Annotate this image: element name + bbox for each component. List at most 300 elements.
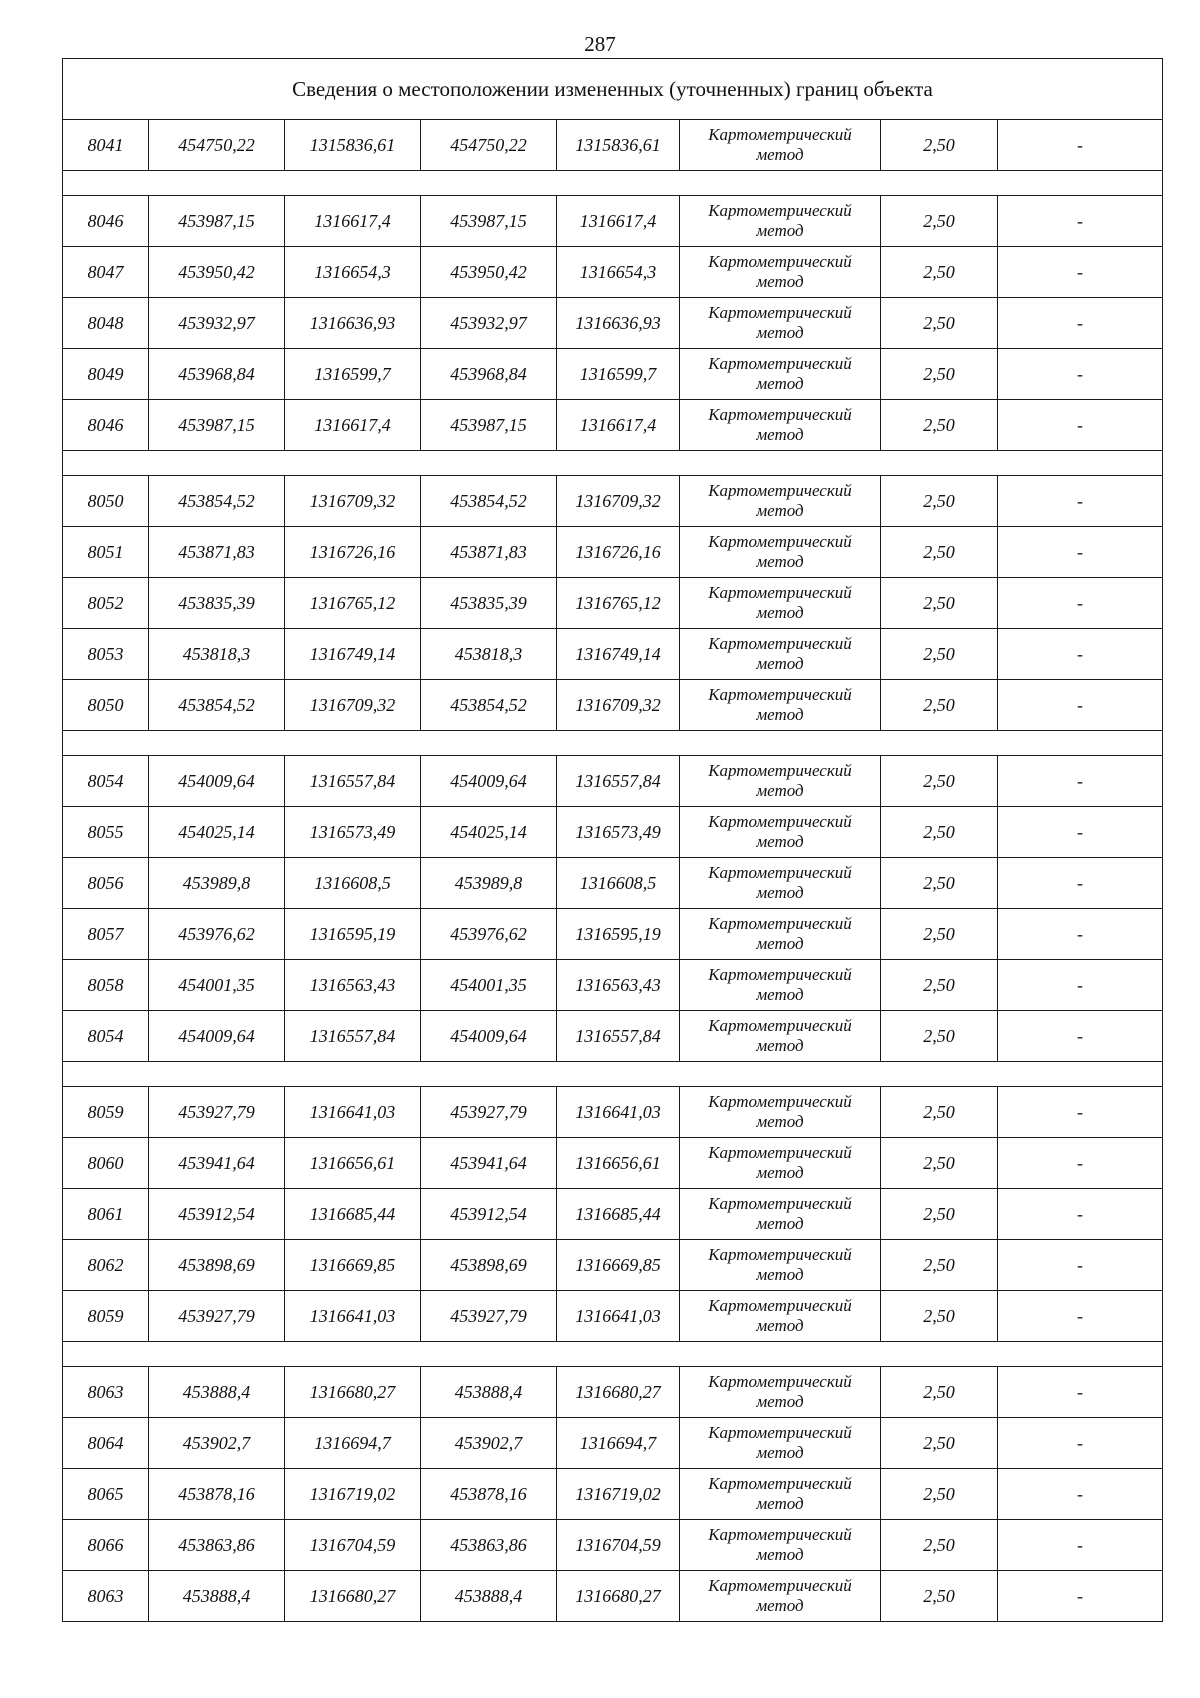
point-number-cell: 8063 [63,1367,149,1418]
point-number-cell: 8065 [63,1469,149,1520]
method-label: Картометрический [708,405,852,424]
y-new-cell: 1316641,03 [557,1291,680,1342]
method-label: метод [756,1443,804,1462]
x-existing-cell: 453898,69 [149,1240,285,1291]
x-existing-cell: 454009,64 [149,756,285,807]
method-label: метод [756,323,804,342]
y-existing-cell: 1316617,4 [285,400,421,451]
table-title: Сведения о местоположении измененных (уточненных) границ объекта [63,59,1163,120]
point-number-cell: 8046 [63,196,149,247]
description-cell: - [998,400,1163,451]
method-label: Картометрический [708,914,852,933]
y-new-cell: 1316749,14 [557,629,680,680]
method-label: Картометрический [708,812,852,831]
table-row [63,1571,1163,1622]
y-new-cell: 1316726,16 [557,527,680,578]
method-cell [680,476,881,527]
y-existing-cell: 1316654,3 [285,247,421,298]
y-existing-cell: 1316608,5 [285,858,421,909]
y-existing-cell: 1316709,32 [285,476,421,527]
x-new-cell: 453950,42 [421,247,557,298]
method-cell [680,1240,881,1291]
x-new-cell: 453888,4 [421,1367,557,1418]
method-label: метод [756,654,804,673]
point-number-cell: 8055 [63,807,149,858]
y-new-cell: 1316636,93 [557,298,680,349]
description-cell: - [998,1418,1163,1469]
method-cell [680,400,881,451]
method-cell [680,1291,881,1342]
description-cell: - [998,807,1163,858]
method-cell [680,909,881,960]
accuracy-cell: 2,50 [881,1138,998,1189]
method-label: Картометрический [708,863,852,882]
x-existing-cell: 453950,42 [149,247,285,298]
y-existing-cell: 1316685,44 [285,1189,421,1240]
y-new-cell: 1316617,4 [557,400,680,451]
method-cell [680,1367,881,1418]
method-label: метод [756,1214,804,1233]
y-existing-cell: 1316704,59 [285,1520,421,1571]
method-label: метод [756,552,804,571]
accuracy-cell: 2,50 [881,120,998,171]
table-row [63,858,1163,909]
y-new-cell: 1316608,5 [557,858,680,909]
y-existing-cell: 1316641,03 [285,1291,421,1342]
y-existing-cell: 1316641,03 [285,1087,421,1138]
method-cell [680,349,881,400]
y-new-cell: 1316573,49 [557,807,680,858]
table-row [63,909,1163,960]
table-row [63,1087,1163,1138]
x-new-cell: 454001,35 [421,960,557,1011]
method-cell [680,629,881,680]
accuracy-cell: 2,50 [881,349,998,400]
contour-separator [63,451,1163,476]
table-row [63,1011,1163,1062]
point-number-cell: 8064 [63,1418,149,1469]
point-number-cell: 8050 [63,680,149,731]
y-new-cell: 1316557,84 [557,1011,680,1062]
x-new-cell: 453989,8 [421,858,557,909]
method-label: метод [756,145,804,164]
x-new-cell: 453878,16 [421,1469,557,1520]
method-label: Картометрический [708,1143,852,1162]
method-cell [680,247,881,298]
method-cell [680,807,881,858]
table-title-row [63,59,1163,120]
description-cell: - [998,578,1163,629]
y-existing-cell: 1316636,93 [285,298,421,349]
description-cell: - [998,247,1163,298]
x-new-cell: 453932,97 [421,298,557,349]
x-new-cell: 453854,52 [421,680,557,731]
table-row [63,680,1163,731]
x-new-cell: 453902,7 [421,1418,557,1469]
x-new-cell: 453987,15 [421,196,557,247]
table-row [63,476,1163,527]
accuracy-cell: 2,50 [881,298,998,349]
accuracy-cell: 2,50 [881,680,998,731]
y-existing-cell: 1316617,4 [285,196,421,247]
method-cell [680,858,881,909]
y-existing-cell: 1315836,61 [285,120,421,171]
method-label: метод [756,781,804,800]
y-new-cell: 1316709,32 [557,680,680,731]
method-label: метод [756,985,804,1004]
y-new-cell: 1316719,02 [557,1469,680,1520]
point-number-cell: 8052 [63,578,149,629]
contour-separator-row [63,1062,1163,1087]
x-existing-cell: 453987,15 [149,400,285,451]
x-new-cell: 454750,22 [421,120,557,171]
method-cell [680,1138,881,1189]
accuracy-cell: 2,50 [881,1189,998,1240]
x-existing-cell: 453932,97 [149,298,285,349]
accuracy-cell: 2,50 [881,1291,998,1342]
x-existing-cell: 454001,35 [149,960,285,1011]
y-existing-cell: 1316573,49 [285,807,421,858]
x-existing-cell: 453902,7 [149,1418,285,1469]
method-label: Картометрический [708,1194,852,1213]
y-new-cell: 1315836,61 [557,120,680,171]
accuracy-cell: 2,50 [881,629,998,680]
method-cell [680,298,881,349]
contour-separator-row [63,1342,1163,1367]
method-label: Картометрический [708,1245,852,1264]
x-existing-cell: 453835,39 [149,578,285,629]
point-number-cell: 8066 [63,1520,149,1571]
table-row [63,247,1163,298]
y-existing-cell: 1316719,02 [285,1469,421,1520]
x-new-cell: 453854,52 [421,476,557,527]
method-cell [680,680,881,731]
description-cell: - [998,527,1163,578]
x-existing-cell: 453941,64 [149,1138,285,1189]
contour-separator [63,171,1163,196]
point-number-cell: 8054 [63,756,149,807]
method-label: метод [756,1596,804,1615]
y-new-cell: 1316656,61 [557,1138,680,1189]
table-row [63,1189,1163,1240]
x-existing-cell: 454009,64 [149,1011,285,1062]
x-existing-cell: 453863,86 [149,1520,285,1571]
table-row [63,578,1163,629]
x-new-cell: 453987,15 [421,400,557,451]
method-label: метод [756,1316,804,1335]
method-label: метод [756,603,804,622]
y-existing-cell: 1316669,85 [285,1240,421,1291]
table-row [63,349,1163,400]
accuracy-cell: 2,50 [881,960,998,1011]
method-label: метод [756,374,804,393]
point-number-cell: 8063 [63,1571,149,1622]
method-label: Картометрический [708,252,852,271]
point-number-cell: 8062 [63,1240,149,1291]
x-existing-cell: 454025,14 [149,807,285,858]
y-existing-cell: 1316680,27 [285,1571,421,1622]
method-label: метод [756,501,804,520]
accuracy-cell: 2,50 [881,247,998,298]
accuracy-cell: 2,50 [881,527,998,578]
method-cell [680,1520,881,1571]
y-new-cell: 1316654,3 [557,247,680,298]
table-row [63,400,1163,451]
x-existing-cell: 453871,83 [149,527,285,578]
y-new-cell: 1316680,27 [557,1571,680,1622]
description-cell: - [998,960,1163,1011]
x-new-cell: 453941,64 [421,1138,557,1189]
x-new-cell: 453863,86 [421,1520,557,1571]
point-number-cell: 8057 [63,909,149,960]
contour-separator-row [63,171,1163,196]
x-new-cell: 454025,14 [421,807,557,858]
x-new-cell: 453976,62 [421,909,557,960]
method-label: Картометрический [708,1525,852,1544]
accuracy-cell: 2,50 [881,807,998,858]
point-number-cell: 8041 [63,120,149,171]
method-label: Картометрический [708,481,852,500]
description-cell: - [998,629,1163,680]
x-existing-cell: 453976,62 [149,909,285,960]
method-label: Картометрический [708,1423,852,1442]
accuracy-cell: 2,50 [881,1367,998,1418]
method-label: метод [756,934,804,953]
table-row [63,196,1163,247]
x-existing-cell: 453927,79 [149,1087,285,1138]
table-row [63,1418,1163,1469]
method-label: метод [756,1265,804,1284]
table-row [63,120,1163,171]
method-label: Картометрический [708,354,852,373]
accuracy-cell: 2,50 [881,1469,998,1520]
accuracy-cell: 2,50 [881,1240,998,1291]
description-cell: - [998,196,1163,247]
y-new-cell: 1316641,03 [557,1087,680,1138]
y-existing-cell: 1316557,84 [285,756,421,807]
point-number-cell: 8047 [63,247,149,298]
table-row [63,629,1163,680]
point-number-cell: 8049 [63,349,149,400]
method-label: метод [756,1392,804,1411]
method-label: метод [756,425,804,444]
accuracy-cell: 2,50 [881,476,998,527]
method-label: метод [756,1545,804,1564]
y-existing-cell: 1316694,7 [285,1418,421,1469]
point-number-cell: 8046 [63,400,149,451]
method-cell [680,120,881,171]
y-new-cell: 1316563,43 [557,960,680,1011]
method-label: Картометрический [708,965,852,984]
accuracy-cell: 2,50 [881,858,998,909]
x-existing-cell: 453927,79 [149,1291,285,1342]
method-label: метод [756,705,804,724]
table-row [63,298,1163,349]
x-existing-cell: 453888,4 [149,1367,285,1418]
method-label: Картометрический [708,201,852,220]
description-cell: - [998,1520,1163,1571]
y-new-cell: 1316669,85 [557,1240,680,1291]
y-new-cell: 1316595,19 [557,909,680,960]
table-row [63,756,1163,807]
description-cell: - [998,1138,1163,1189]
table-row [63,527,1163,578]
x-new-cell: 453888,4 [421,1571,557,1622]
method-cell [680,1571,881,1622]
y-new-cell: 1316617,4 [557,196,680,247]
table-row [63,1469,1163,1520]
point-number-cell: 8051 [63,527,149,578]
y-existing-cell: 1316557,84 [285,1011,421,1062]
accuracy-cell: 2,50 [881,400,998,451]
description-cell: - [998,1189,1163,1240]
table-row [63,1520,1163,1571]
y-existing-cell: 1316656,61 [285,1138,421,1189]
description-cell: - [998,909,1163,960]
y-new-cell: 1316599,7 [557,349,680,400]
x-new-cell: 453968,84 [421,349,557,400]
y-new-cell: 1316704,59 [557,1520,680,1571]
point-number-cell: 8053 [63,629,149,680]
method-label: Картометрический [708,761,852,780]
description-cell: - [998,756,1163,807]
x-new-cell: 453927,79 [421,1087,557,1138]
contour-separator [63,1342,1163,1367]
accuracy-cell: 2,50 [881,909,998,960]
x-existing-cell: 453818,3 [149,629,285,680]
method-cell [680,960,881,1011]
method-label: Картометрический [708,685,852,704]
contour-separator [63,1062,1163,1087]
x-new-cell: 454009,64 [421,756,557,807]
x-new-cell: 453835,39 [421,578,557,629]
point-number-cell: 8054 [63,1011,149,1062]
y-new-cell: 1316557,84 [557,756,680,807]
description-cell: - [998,1240,1163,1291]
method-cell [680,1087,881,1138]
point-number-cell: 8059 [63,1087,149,1138]
x-new-cell: 453871,83 [421,527,557,578]
contour-separator [63,731,1163,756]
description-cell: - [998,1367,1163,1418]
y-new-cell: 1316709,32 [557,476,680,527]
accuracy-cell: 2,50 [881,1087,998,1138]
method-cell [680,527,881,578]
boundary-points-table [62,58,1163,1622]
x-new-cell: 453818,3 [421,629,557,680]
method-label: Картометрический [708,634,852,653]
point-number-cell: 8060 [63,1138,149,1189]
x-new-cell: 453912,54 [421,1189,557,1240]
table-row [63,1367,1163,1418]
method-cell [680,578,881,629]
method-label: метод [756,1494,804,1513]
method-label: Картометрический [708,303,852,322]
table-row [63,960,1163,1011]
y-existing-cell: 1316749,14 [285,629,421,680]
y-new-cell: 1316694,7 [557,1418,680,1469]
x-existing-cell: 454750,22 [149,120,285,171]
x-existing-cell: 453912,54 [149,1189,285,1240]
description-cell: - [998,1469,1163,1520]
description-cell: - [998,680,1163,731]
method-label: метод [756,883,804,902]
x-existing-cell: 453878,16 [149,1469,285,1520]
y-new-cell: 1316765,12 [557,578,680,629]
table-row [63,807,1163,858]
method-label: метод [756,272,804,291]
x-existing-cell: 453968,84 [149,349,285,400]
point-number-cell: 8050 [63,476,149,527]
method-label: Картометрический [708,125,852,144]
method-cell [680,756,881,807]
accuracy-cell: 2,50 [881,578,998,629]
method-label: метод [756,832,804,851]
description-cell: - [998,1571,1163,1622]
method-label: метод [756,221,804,240]
method-label: Картометрический [708,1296,852,1315]
accuracy-cell: 2,50 [881,756,998,807]
method-cell [680,1011,881,1062]
y-existing-cell: 1316726,16 [285,527,421,578]
method-label: метод [756,1036,804,1055]
y-existing-cell: 1316765,12 [285,578,421,629]
description-cell: - [998,298,1163,349]
y-existing-cell: 1316599,7 [285,349,421,400]
y-new-cell: 1316685,44 [557,1189,680,1240]
method-label: Картометрический [708,583,852,602]
y-existing-cell: 1316563,43 [285,960,421,1011]
point-number-cell: 8059 [63,1291,149,1342]
point-number-cell: 8061 [63,1189,149,1240]
x-existing-cell: 453989,8 [149,858,285,909]
method-cell [680,1189,881,1240]
description-cell: - [998,349,1163,400]
accuracy-cell: 2,50 [881,1418,998,1469]
method-cell [680,1469,881,1520]
y-existing-cell: 1316595,19 [285,909,421,960]
x-existing-cell: 453987,15 [149,196,285,247]
x-existing-cell: 453854,52 [149,476,285,527]
x-existing-cell: 453854,52 [149,680,285,731]
contour-separator-row [63,731,1163,756]
table-row [63,1291,1163,1342]
method-label: Картометрический [708,1474,852,1493]
description-cell: - [998,1291,1163,1342]
x-existing-cell: 453888,4 [149,1571,285,1622]
page-number: 287 [584,32,616,56]
method-label: Картометрический [708,532,852,551]
method-cell [680,196,881,247]
description-cell: - [998,476,1163,527]
method-label: метод [756,1163,804,1182]
point-number-cell: 8048 [63,298,149,349]
method-label: метод [756,1112,804,1131]
method-label: Картометрический [708,1576,852,1595]
point-number-cell: 8058 [63,960,149,1011]
method-label: Картометрический [708,1092,852,1111]
y-existing-cell: 1316709,32 [285,680,421,731]
accuracy-cell: 2,50 [881,196,998,247]
accuracy-cell: 2,50 [881,1011,998,1062]
y-new-cell: 1316680,27 [557,1367,680,1418]
x-new-cell: 454009,64 [421,1011,557,1062]
description-cell: - [998,858,1163,909]
method-label: Картометрический [708,1016,852,1035]
method-cell [680,1418,881,1469]
table-row [63,1138,1163,1189]
contour-separator-row [63,451,1163,476]
